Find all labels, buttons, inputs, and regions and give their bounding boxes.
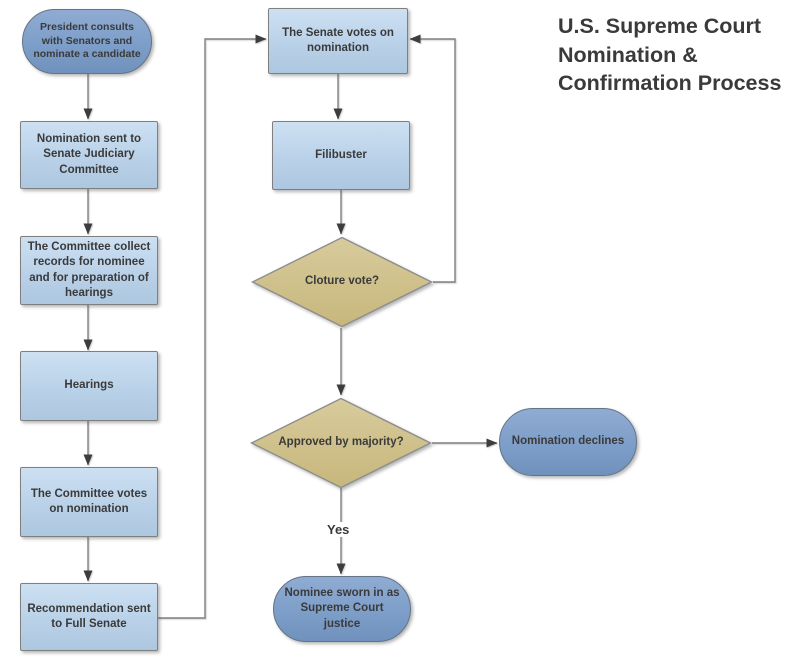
cloture-label: Cloture vote? — [304, 275, 380, 288]
node-nomination-declines: Nomination declines — [499, 408, 637, 476]
node-approved-majority — [250, 397, 432, 489]
node-cloture-vote — [251, 236, 433, 328]
node-hearings: Hearings — [20, 351, 158, 421]
edge-label-yes: Yes — [324, 522, 352, 537]
node-nomination-sent: Nomination sent to Senate Judiciary Committee — [20, 121, 158, 189]
node-sworn-in: Nominee sworn in as Supreme Court justice — [273, 576, 411, 642]
node-start: President consults with Senators and nominate a candidate — [22, 9, 152, 74]
approved-label: Approved by majority? — [278, 436, 404, 449]
diagram-title-line2: Nomination & — [558, 42, 698, 67]
node-filibuster: Filibuster — [272, 121, 410, 190]
node-senate-votes: The Senate votes on nomination — [268, 8, 408, 74]
node-recommendation: Recommendation sent to Full Senate — [20, 583, 158, 651]
diagram-title-line1: U.S. Supreme Court — [558, 14, 762, 38]
node-committee-votes: The Committee votes on nomination — [20, 467, 158, 537]
diagram-title — [558, 12, 796, 98]
diagram-title-line3: Confirmation Process — [558, 71, 782, 95]
edge-recommendation-senate-vote — [158, 39, 266, 618]
node-collect-records: The Committee collect records for nominee and for preparation of hearings — [20, 236, 158, 305]
